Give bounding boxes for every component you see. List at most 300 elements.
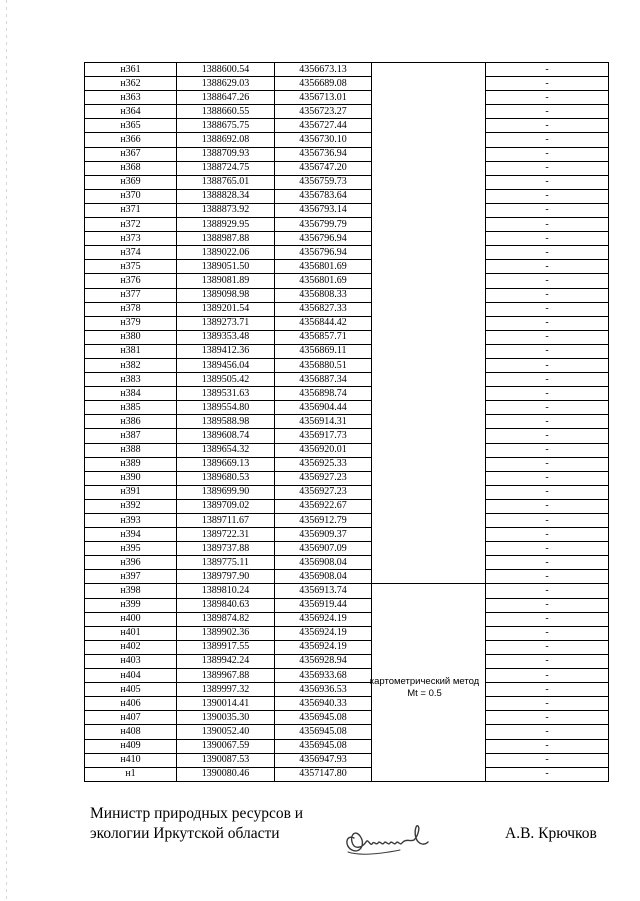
method-cell (372, 119, 486, 133)
point-id-cell: н385 (85, 401, 177, 415)
description-cell: - (486, 91, 609, 105)
table-row (85, 739, 609, 753)
method-cell (372, 626, 486, 640)
point-id-cell: н381 (85, 344, 177, 358)
x-coordinate-cell: 1389722.31 (177, 528, 275, 542)
x-coordinate-cell: 1389737.88 (177, 542, 275, 556)
description-cell: - (486, 499, 609, 513)
description-cell: - (486, 457, 609, 471)
y-coordinate-cell: 4356914.31 (275, 415, 372, 429)
table-row (85, 626, 609, 640)
x-coordinate-cell: 1388692.08 (177, 133, 275, 147)
point-id-cell: н407 (85, 711, 177, 725)
y-coordinate-cell: 4356933.68 (275, 669, 372, 683)
table-row (85, 514, 609, 528)
method-cell (372, 485, 486, 499)
table-row (85, 528, 609, 542)
method-cell (372, 161, 486, 175)
method-cell (372, 358, 486, 372)
description-cell: - (486, 598, 609, 612)
method-cell (372, 612, 486, 626)
description-cell: - (486, 485, 609, 499)
table-row (85, 246, 609, 260)
point-id-cell: н404 (85, 669, 177, 683)
point-id-cell: н400 (85, 612, 177, 626)
table-row (85, 373, 609, 387)
description-cell: - (486, 514, 609, 528)
point-id-cell: н367 (85, 147, 177, 161)
table-row (85, 669, 609, 683)
method-cell (372, 753, 486, 767)
y-coordinate-cell: 4356713.01 (275, 91, 372, 105)
description-cell: - (486, 725, 609, 739)
x-coordinate-cell: 1388929.95 (177, 218, 275, 232)
description-cell: - (486, 246, 609, 260)
table-row (85, 358, 609, 372)
method-cell (372, 91, 486, 105)
table-row (85, 260, 609, 274)
method-cell (372, 260, 486, 274)
method-cell (372, 133, 486, 147)
table-row (85, 499, 609, 513)
y-coordinate-cell: 4356799.79 (275, 218, 372, 232)
x-coordinate-cell: 1389997.32 (177, 683, 275, 697)
y-coordinate-cell: 4356913.74 (275, 584, 372, 598)
x-coordinate-cell: 1389588.98 (177, 415, 275, 429)
scan-edge-mark (6, 0, 7, 901)
method-cell (372, 429, 486, 443)
table-row (85, 612, 609, 626)
y-coordinate-cell: 4356723.27 (275, 105, 372, 119)
x-coordinate-cell: 1388828.34 (177, 189, 275, 203)
point-id-cell: н405 (85, 683, 177, 697)
description-cell: - (486, 232, 609, 246)
point-id-cell: н382 (85, 358, 177, 372)
method-cell (372, 499, 486, 513)
table-row (85, 556, 609, 570)
x-coordinate-cell: 1390067.59 (177, 739, 275, 753)
x-coordinate-cell: 1389554.80 (177, 401, 275, 415)
x-coordinate-cell: 1389051.50 (177, 260, 275, 274)
y-coordinate-cell: 4356730.10 (275, 133, 372, 147)
x-coordinate-cell: 1390014.41 (177, 697, 275, 711)
point-id-cell: н377 (85, 288, 177, 302)
x-coordinate-cell: 1389709.02 (177, 499, 275, 513)
point-id-cell: н408 (85, 725, 177, 739)
description-cell: - (486, 330, 609, 344)
table-row (85, 598, 609, 612)
point-id-cell: н362 (85, 77, 177, 91)
x-coordinate-cell: 1389273.71 (177, 316, 275, 330)
y-coordinate-cell: 4356857.71 (275, 330, 372, 344)
y-coordinate-cell: 4356783.64 (275, 189, 372, 203)
method-cell (372, 528, 486, 542)
table-row (85, 133, 609, 147)
table-row (85, 316, 609, 330)
x-coordinate-cell: 1390080.46 (177, 767, 275, 781)
method-cell (372, 556, 486, 570)
description-cell: - (486, 612, 609, 626)
description-cell: - (486, 683, 609, 697)
x-coordinate-cell: 1389711.67 (177, 514, 275, 528)
y-coordinate-cell: 4356945.08 (275, 711, 372, 725)
table-row (85, 288, 609, 302)
x-coordinate-cell: 1389942.24 (177, 654, 275, 668)
point-id-cell: н370 (85, 189, 177, 203)
y-coordinate-cell: 4357147.80 (275, 767, 372, 781)
description-cell: - (486, 471, 609, 485)
description-cell: - (486, 302, 609, 316)
y-coordinate-cell: 4356880.51 (275, 358, 372, 372)
handwritten-signature (340, 816, 440, 864)
description-cell: - (486, 542, 609, 556)
method-cell (372, 147, 486, 161)
y-coordinate-cell: 4356909.37 (275, 528, 372, 542)
description-cell: - (486, 739, 609, 753)
description-cell: - (486, 584, 609, 598)
table-row (85, 471, 609, 485)
point-id-cell: н406 (85, 697, 177, 711)
description-cell: - (486, 105, 609, 119)
method-cell (372, 640, 486, 654)
method-cell (372, 542, 486, 556)
point-id-cell: н401 (85, 626, 177, 640)
x-coordinate-cell: 1389680.53 (177, 471, 275, 485)
table-row (85, 119, 609, 133)
y-coordinate-cell: 4356869.11 (275, 344, 372, 358)
method-cell (372, 302, 486, 316)
x-coordinate-cell: 1389098.98 (177, 288, 275, 302)
point-id-cell: н394 (85, 528, 177, 542)
description-cell: - (486, 387, 609, 401)
point-id-cell: н374 (85, 246, 177, 260)
y-coordinate-cell: 4356940.33 (275, 697, 372, 711)
description-cell: - (486, 753, 609, 767)
table-row (85, 767, 609, 781)
table-row (85, 387, 609, 401)
table-row (85, 753, 609, 767)
method-cell (372, 274, 486, 288)
method-cell (372, 189, 486, 203)
y-coordinate-cell: 4356945.08 (275, 725, 372, 739)
x-coordinate-cell: 1389654.32 (177, 443, 275, 457)
y-coordinate-cell: 4356796.94 (275, 232, 372, 246)
method-cell (372, 654, 486, 668)
point-id-cell: н369 (85, 175, 177, 189)
x-coordinate-cell: 1389608.74 (177, 429, 275, 443)
point-id-cell: н373 (85, 232, 177, 246)
description-cell: - (486, 697, 609, 711)
x-coordinate-cell: 1388724.75 (177, 161, 275, 175)
x-coordinate-cell: 1389412.36 (177, 344, 275, 358)
description-cell: - (486, 429, 609, 443)
y-coordinate-cell: 4356908.04 (275, 556, 372, 570)
point-id-cell: н389 (85, 457, 177, 471)
x-coordinate-cell: 1390035.30 (177, 711, 275, 725)
point-id-cell: н365 (85, 119, 177, 133)
method-cell (372, 739, 486, 753)
table-row (85, 654, 609, 668)
x-coordinate-cell: 1389201.54 (177, 302, 275, 316)
x-coordinate-cell: 1389917.55 (177, 640, 275, 654)
point-id-cell: н383 (85, 373, 177, 387)
description-cell: - (486, 640, 609, 654)
table-row (85, 485, 609, 499)
point-id-cell: н364 (85, 105, 177, 119)
description-cell: - (486, 358, 609, 372)
table-row (85, 640, 609, 654)
method-cell (372, 725, 486, 739)
y-coordinate-cell: 4356796.94 (275, 246, 372, 260)
description-cell: - (486, 189, 609, 203)
point-id-cell: н387 (85, 429, 177, 443)
table-row (85, 91, 609, 105)
x-coordinate-cell: 1389531.63 (177, 387, 275, 401)
y-coordinate-cell: 4356928.94 (275, 654, 372, 668)
point-id-cell: н380 (85, 330, 177, 344)
description-cell: - (486, 161, 609, 175)
y-coordinate-cell: 4356801.69 (275, 260, 372, 274)
point-id-cell: н409 (85, 739, 177, 753)
point-id-cell: н391 (85, 485, 177, 499)
table-row (85, 415, 609, 429)
y-coordinate-cell: 4356925.33 (275, 457, 372, 471)
table-row (85, 147, 609, 161)
method-cell (372, 63, 486, 77)
point-id-cell: н398 (85, 584, 177, 598)
x-coordinate-cell: 1389810.24 (177, 584, 275, 598)
point-id-cell: н363 (85, 91, 177, 105)
method-cell (372, 105, 486, 119)
method-cell (372, 387, 486, 401)
description-cell: - (486, 218, 609, 232)
table-row (85, 330, 609, 344)
y-coordinate-cell: 4356919.44 (275, 598, 372, 612)
method-cell (372, 471, 486, 485)
method-cell (372, 288, 486, 302)
method-cell (372, 401, 486, 415)
y-coordinate-cell: 4356727.44 (275, 119, 372, 133)
table-row (85, 105, 609, 119)
method-cell (372, 514, 486, 528)
method-note: картометрический метод Mt = 0.5 (369, 676, 480, 699)
x-coordinate-cell: 1389669.13 (177, 457, 275, 471)
description-cell: - (486, 401, 609, 415)
point-id-cell: н1 (85, 767, 177, 781)
x-coordinate-cell: 1388629.03 (177, 77, 275, 91)
signatory-name: А.В. Крючков (505, 825, 597, 842)
table-row (85, 274, 609, 288)
description-cell: - (486, 316, 609, 330)
x-coordinate-cell: 1389797.90 (177, 570, 275, 584)
x-coordinate-cell: 1390087.53 (177, 753, 275, 767)
description-cell: - (486, 147, 609, 161)
x-coordinate-cell: 1389902.36 (177, 626, 275, 640)
y-coordinate-cell: 4356920.01 (275, 443, 372, 457)
x-coordinate-cell: 1389022.06 (177, 246, 275, 260)
method-cell (372, 330, 486, 344)
signatory-position-line-2: экологии Иркутской области (90, 825, 280, 842)
table-row (85, 189, 609, 203)
table-row (85, 711, 609, 725)
description-cell: - (486, 570, 609, 584)
table-row (85, 203, 609, 217)
point-id-cell: н392 (85, 499, 177, 513)
description-cell: - (486, 274, 609, 288)
method-cell (372, 457, 486, 471)
y-coordinate-cell: 4356912.79 (275, 514, 372, 528)
x-coordinate-cell: 1389505.42 (177, 373, 275, 387)
description-cell: - (486, 626, 609, 640)
y-coordinate-cell: 4356908.04 (275, 570, 372, 584)
table-row (85, 457, 609, 471)
method-cell (372, 570, 486, 584)
x-coordinate-cell: 1388660.55 (177, 105, 275, 119)
y-coordinate-cell: 4356945.08 (275, 739, 372, 753)
x-coordinate-cell: 1389081.89 (177, 274, 275, 288)
x-coordinate-cell: 1388647.26 (177, 91, 275, 105)
signatory-position-line-1: Министр природных ресурсов и (90, 805, 304, 822)
description-cell: - (486, 711, 609, 725)
table-row (85, 429, 609, 443)
point-id-cell: н410 (85, 753, 177, 767)
y-coordinate-cell: 4356917.73 (275, 429, 372, 443)
method-cell (372, 373, 486, 387)
description-cell: - (486, 443, 609, 457)
point-id-cell: н375 (85, 260, 177, 274)
table-row (85, 697, 609, 711)
table-row (85, 77, 609, 91)
table-row (85, 232, 609, 246)
x-coordinate-cell: 1389967.88 (177, 669, 275, 683)
y-coordinate-cell: 4356924.19 (275, 626, 372, 640)
method-cell (372, 175, 486, 189)
y-coordinate-cell: 4356898.74 (275, 387, 372, 401)
y-coordinate-cell: 4356936.53 (275, 683, 372, 697)
point-id-cell: н372 (85, 218, 177, 232)
y-coordinate-cell: 4356801.69 (275, 274, 372, 288)
method-cell (372, 344, 486, 358)
description-cell: - (486, 344, 609, 358)
x-coordinate-cell: 1389699.90 (177, 485, 275, 499)
method-cell (372, 77, 486, 91)
y-coordinate-cell: 4356927.23 (275, 485, 372, 499)
y-coordinate-cell: 4356673.13 (275, 63, 372, 77)
description-cell: - (486, 654, 609, 668)
y-coordinate-cell: 4356887.34 (275, 373, 372, 387)
point-id-cell: н368 (85, 161, 177, 175)
x-coordinate-cell: 1389840.63 (177, 598, 275, 612)
table-row (85, 302, 609, 316)
description-cell: - (486, 669, 609, 683)
table-row (85, 570, 609, 584)
x-coordinate-cell: 1388600.54 (177, 63, 275, 77)
method-cell (372, 767, 486, 781)
y-coordinate-cell: 4356808.33 (275, 288, 372, 302)
y-coordinate-cell: 4356924.19 (275, 612, 372, 626)
point-id-cell: н386 (85, 415, 177, 429)
x-coordinate-cell: 1389353.48 (177, 330, 275, 344)
description-cell: - (486, 63, 609, 77)
point-id-cell: н384 (85, 387, 177, 401)
method-cell (372, 711, 486, 725)
x-coordinate-cell: 1388765.01 (177, 175, 275, 189)
y-coordinate-cell: 4356689.08 (275, 77, 372, 91)
table-row (85, 542, 609, 556)
coordinates-table-body (85, 63, 609, 782)
point-id-cell: н361 (85, 63, 177, 77)
y-coordinate-cell: 4356947.93 (275, 753, 372, 767)
x-coordinate-cell: 1388987.88 (177, 232, 275, 246)
table-row (85, 401, 609, 415)
description-cell: - (486, 767, 609, 781)
y-coordinate-cell: 4356927.23 (275, 471, 372, 485)
x-coordinate-cell: 1388873.92 (177, 203, 275, 217)
table-row (85, 443, 609, 457)
table-row (85, 344, 609, 358)
table-row (85, 584, 609, 598)
point-id-cell: н403 (85, 654, 177, 668)
description-cell: - (486, 119, 609, 133)
description-cell: - (486, 288, 609, 302)
y-coordinate-cell: 4356904.44 (275, 401, 372, 415)
description-cell: - (486, 77, 609, 91)
point-id-cell: н395 (85, 542, 177, 556)
point-id-cell: н366 (85, 133, 177, 147)
x-coordinate-cell: 1389456.04 (177, 358, 275, 372)
x-coordinate-cell: 1388675.75 (177, 119, 275, 133)
point-id-cell: н402 (85, 640, 177, 654)
description-cell: - (486, 528, 609, 542)
table-row (85, 683, 609, 697)
y-coordinate-cell: 4356907.09 (275, 542, 372, 556)
point-id-cell: н396 (85, 556, 177, 570)
point-id-cell: н379 (85, 316, 177, 330)
description-cell: - (486, 373, 609, 387)
point-id-cell: н388 (85, 443, 177, 457)
point-id-cell: н376 (85, 274, 177, 288)
table-row (85, 175, 609, 189)
table-row (85, 63, 609, 77)
description-cell: - (486, 203, 609, 217)
method-cell (372, 203, 486, 217)
point-id-cell: н393 (85, 514, 177, 528)
method-cell (372, 316, 486, 330)
point-id-cell: н378 (85, 302, 177, 316)
method-cell (372, 218, 486, 232)
method-cell (372, 246, 486, 260)
x-coordinate-cell: 1388709.93 (177, 147, 275, 161)
coordinates-table (84, 62, 609, 782)
point-id-cell: н399 (85, 598, 177, 612)
y-coordinate-cell: 4356922.67 (275, 499, 372, 513)
y-coordinate-cell: 4356747.20 (275, 161, 372, 175)
y-coordinate-cell: 4356827.33 (275, 302, 372, 316)
signatory-position (90, 804, 303, 844)
x-coordinate-cell: 1389874.82 (177, 612, 275, 626)
point-id-cell: н371 (85, 203, 177, 217)
description-cell: - (486, 260, 609, 274)
table-row (85, 725, 609, 739)
description-cell: - (486, 175, 609, 189)
table-row (85, 161, 609, 175)
method-cell (372, 584, 486, 598)
y-coordinate-cell: 4356924.19 (275, 640, 372, 654)
table-row (85, 218, 609, 232)
y-coordinate-cell: 4356736.94 (275, 147, 372, 161)
method-cell (372, 443, 486, 457)
point-id-cell: н397 (85, 570, 177, 584)
